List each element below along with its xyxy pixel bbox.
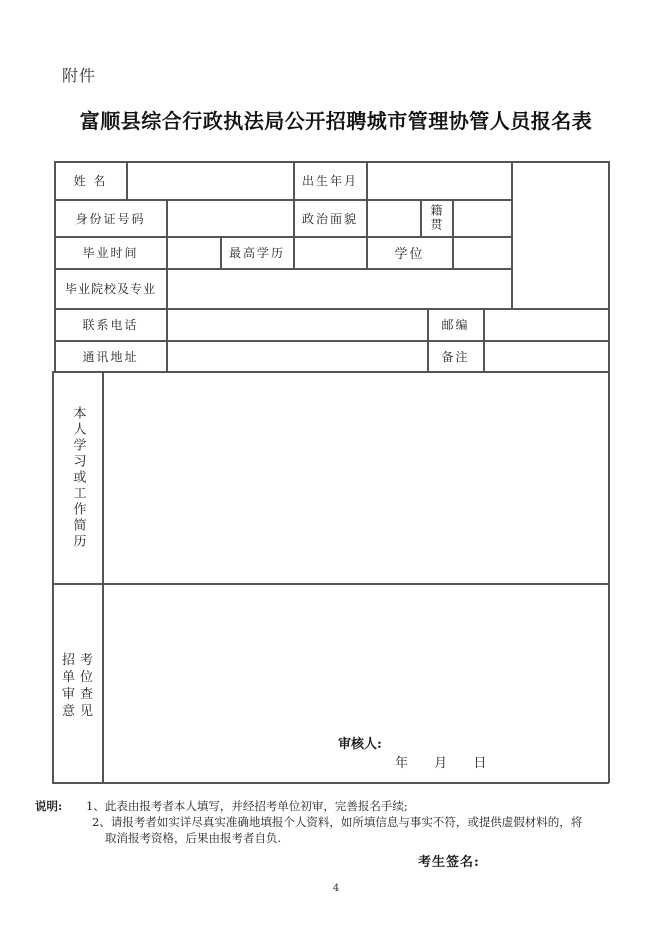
school-major-label: 毕业院校及专业 [64, 282, 156, 296]
birth-field[interactable] [367, 162, 511, 199]
page-title: 富顺县综合行政执法局公开招聘城市管理协管人员报名表 [79, 109, 593, 133]
review-label-char: 审 [61, 687, 75, 702]
resume-field[interactable] [103, 372, 608, 583]
highest-education-label: 最高学历 [228, 246, 285, 260]
note-item: 2、请报考者如实详尽真实准确地填报个人资料，如所填信息与事实不符，或提供虚假材料的，将 [92, 815, 583, 829]
attachment-label: 附件 [62, 66, 97, 85]
graduation-time-label: 毕业时间 [82, 246, 139, 260]
table-border-right [608, 161, 610, 783]
graduation-time-field[interactable] [167, 237, 220, 268]
native-place-field[interactable] [453, 200, 511, 236]
table-border-bottom [52, 782, 609, 784]
review-label-char: 位 [79, 670, 93, 685]
degree-field[interactable] [453, 237, 511, 268]
postcode-field[interactable] [484, 309, 608, 340]
photo-box[interactable] [512, 162, 608, 308]
date-year-label: 年 [395, 756, 409, 771]
review-date [395, 752, 508, 771]
phone-field[interactable] [167, 309, 427, 340]
page-number: 4 [332, 883, 340, 894]
note-item-continued: 取消报考资格，后果由报考者自负. [105, 831, 282, 845]
reviewer-label: 审核人: [338, 737, 382, 752]
school-major-field[interactable] [167, 269, 511, 308]
remarks-label: 备注 [441, 349, 470, 364]
name-field[interactable] [127, 162, 293, 199]
review-label-char: 见 [79, 704, 93, 719]
note-item: 1、此表由报考者本人填写，并经招考单位初审，完善报名手续; [86, 799, 408, 813]
notes-label: 说明: [35, 799, 63, 813]
review-label-char: 单 [61, 670, 75, 685]
review-label [61, 649, 95, 717]
date-day-label: 日 [473, 756, 487, 771]
address-label: 通讯地址 [82, 349, 139, 364]
native-place-label: 籍贯 [429, 204, 443, 232]
review-label-char: 意 [61, 704, 75, 719]
name-label: 姓 名 [73, 174, 108, 188]
postcode-label: 邮编 [441, 318, 470, 332]
id-number-label: 身份证号码 [75, 211, 146, 226]
political-status-label: 政治面貌 [301, 211, 358, 226]
political-status-field[interactable] [367, 200, 420, 236]
review-label-char: 招 [61, 653, 75, 668]
id-number-field[interactable] [167, 200, 293, 236]
remarks-field[interactable] [484, 341, 608, 371]
degree-label: 学位 [394, 247, 425, 262]
review-label-cell [53, 584, 102, 782]
resume-label-cell [53, 372, 102, 583]
birth-label: 出生年月 [301, 174, 358, 188]
date-month-label: 月 [434, 756, 448, 771]
review-label-char: 查 [79, 687, 93, 702]
resume-label: 本人学习或工作简历 [70, 405, 86, 550]
review-opinion-field[interactable] [103, 584, 608, 724]
address-field[interactable] [167, 341, 427, 371]
phone-label: 联系电话 [82, 318, 139, 332]
candidate-signature-label: 考生签名: [418, 855, 480, 870]
highest-education-field[interactable] [294, 237, 366, 268]
review-label-char: 考 [79, 653, 93, 668]
